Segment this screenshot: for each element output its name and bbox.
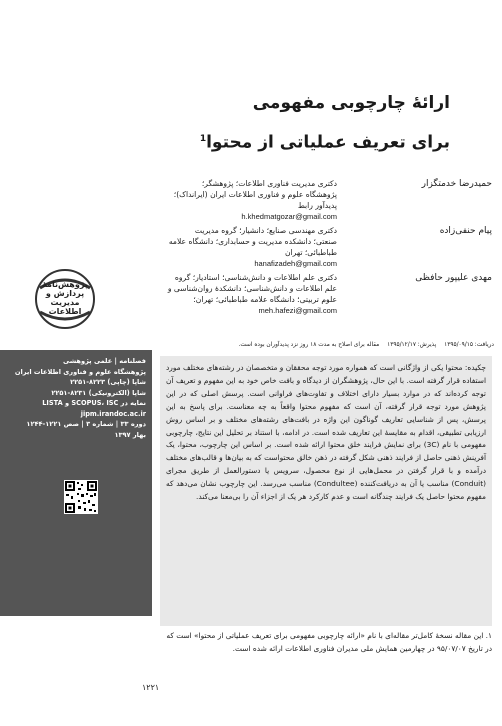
- affiliation-line: پژوهشگاه علوم و فناوری اطلاعات ایران (ایرانداک)؛: [173, 190, 337, 199]
- author-name: حمیدرضا خدمتگزار: [421, 179, 492, 189]
- journal-info-line: شاپا (چاپی) ۸۲۲۳-۲۲۵۱: [70, 378, 146, 386]
- author-email[interactable]: meh.hafezi@gmail.com: [258, 306, 337, 315]
- author-affiliation: [162, 272, 337, 316]
- affiliation-line: دکتری مهندسی صنایع؛ دانشیار؛ گروه مدیریت: [194, 226, 337, 235]
- qr-code-icon: [64, 480, 98, 514]
- affiliation-line: علوم تربیتی؛ دانشگاه علامه طباطبائی؛ تهران؛: [193, 295, 337, 304]
- journal-info-line: نمایه در SCOPUS، ISC و LISTA: [42, 399, 146, 407]
- received-date: دریافت: ۱۳۹۵/۰۹/۱۵: [444, 342, 494, 348]
- accepted-date: پذیرش: ۱۳۹۵/۱۲/۱۷: [387, 342, 437, 348]
- journal-info-line: پژوهشگاه علوم و فناوری اطلاعات ایران: [14, 367, 146, 376]
- logo-text-line: اطلاعات: [48, 307, 82, 316]
- paper-title-line-2: [50, 128, 450, 154]
- journal-info-line: شاپا (الکترونیکی) ۸۲۳۱-۲۲۵۱: [51, 388, 146, 397]
- affiliation-line: صنعتی؛ دانشکده مدیریت و حسابداری؛ دانشگاه علامه: [168, 237, 337, 246]
- author-email[interactable]: h.khedmatgozar@gmail.com: [241, 212, 337, 221]
- affiliation-line: پدیدآور رابط: [297, 201, 337, 210]
- journal-info-lines: [6, 356, 146, 440]
- journal-info-line: فصلنامه | علمی پژوهشی: [63, 357, 146, 365]
- qr-code: [64, 480, 98, 514]
- author-email[interactable]: hanafizadeh@gmail.com: [254, 259, 337, 268]
- logo-text-line: پردازش و: [45, 289, 85, 298]
- journal-info-line: بهار ۱۳۹۷: [114, 430, 146, 439]
- paper-title-line-2-text: برای تعریف عملیاتی از محتوا: [206, 132, 450, 153]
- logo-text-line: پژوهش‌نامۀ: [42, 280, 88, 289]
- author-name: پیام حنفی‌زاده: [439, 226, 492, 236]
- logo-text-line: مدیریت: [50, 298, 80, 307]
- journal-info-line: دوره ۳۳ | شماره ۳ | صص ۱۲۲۱-۱۲۴۴: [26, 420, 146, 428]
- affiliation-line: طباطبائی؛ تهران: [284, 248, 337, 257]
- title-footnote-marker: 1: [199, 134, 207, 144]
- journal-url[interactable]: jipm.irandoc.ac.ir: [80, 409, 146, 418]
- submission-dates: [162, 339, 494, 351]
- author-name: مهدی علیپور حافظی: [415, 273, 492, 283]
- journal-logo: [32, 268, 98, 330]
- footnote: ۱. این مقاله نسخۀ کامل‌تر مقاله‌ای با نام «ارائه چارچوبی مفهومی برای تعریف عملیاتی از محتوا» است که در تاریخ ۹۵/۰۷/۰۷ در چهارمین همایش ملی مدیران فناوری اطلاعات ارائه شده است.: [166, 631, 492, 653]
- affiliation-line: دکتری علم اطلاعات و دانش‌شناسی؛ استادیار؛ گروه: [174, 273, 337, 282]
- affiliation-line: علم اطلاعات و دانش‌شناسی؛ دانشکدۀ روان‌شناسی و: [167, 284, 337, 293]
- author-affiliation: [162, 225, 337, 269]
- affiliation-line: دکتری مدیریت فناوری اطلاعات؛ پژوهشگر؛: [201, 179, 337, 188]
- author-affiliation: [162, 178, 337, 222]
- logo-wordmark: [32, 280, 98, 316]
- paper-title-line-1: ارائۀ چارچوبی مفهومی: [252, 93, 450, 113]
- revision-note: مقاله برای اصلاح به مدت ۱۸ روز نزد پدیدآوران بوده است.: [238, 342, 380, 348]
- page-number: ۱۲۲۱: [142, 683, 160, 692]
- abstract-box: چکیده: محتوا یکی از واژگانی است که همواره مورد توجه محققان و متخصصان در رشته‌های مختلف مورد استفاده قرار گرفته است. با این حال، پژوهشگران از دیدگاه و بافت خاص خود به این مفهوم و تعریف آن توجه کرده‌اند که در موارد بسیار دارای اختلاف و تفاوت‌های فراوانی است. پرسش اصلی که در این پژوهش مورد توجه قرار گرفته، آن است که مفهوم محتوا واقعاً به چه معناست. برای پاسخ به این پرسش، پس از شناسایی تعاریف گوناگون این واژه در بافت‌های رشته‌های مختلف و بر اساس روش ارزیابی تطبیقی، اقدام به مقایسۀ این تعاریف شده است. در ادامه، با استناد بر تحلیل این نتایج، چارچوبی مفهومی با نام (3C) برای نمایش فرایند خلق محتوا ارائه شده است. بر اساس این چارچوب، محتوا، یک آفرینش ذهنی حاصل از فرایند ذهنی شکل گرفته در ذهن خالق محتواست که به بیان‌ها و قالب‌های مختلف درآمده و با قرار گرفتن در محمل‌هایی از نوع محصول، سرویس یا دستورالعمل از طریق مجرای (Conduit) مناسب یا آن به دریافت‌کننده (Condultee) مناسب می‌رسد. این چارچوب نشان می‌دهد که مفهوم محتوا حاصل یک فرایند چندگانه است و عدم کارکرد هر یک از اجزاء آن را بی‌معنا می‌کند.: [160, 356, 492, 626]
